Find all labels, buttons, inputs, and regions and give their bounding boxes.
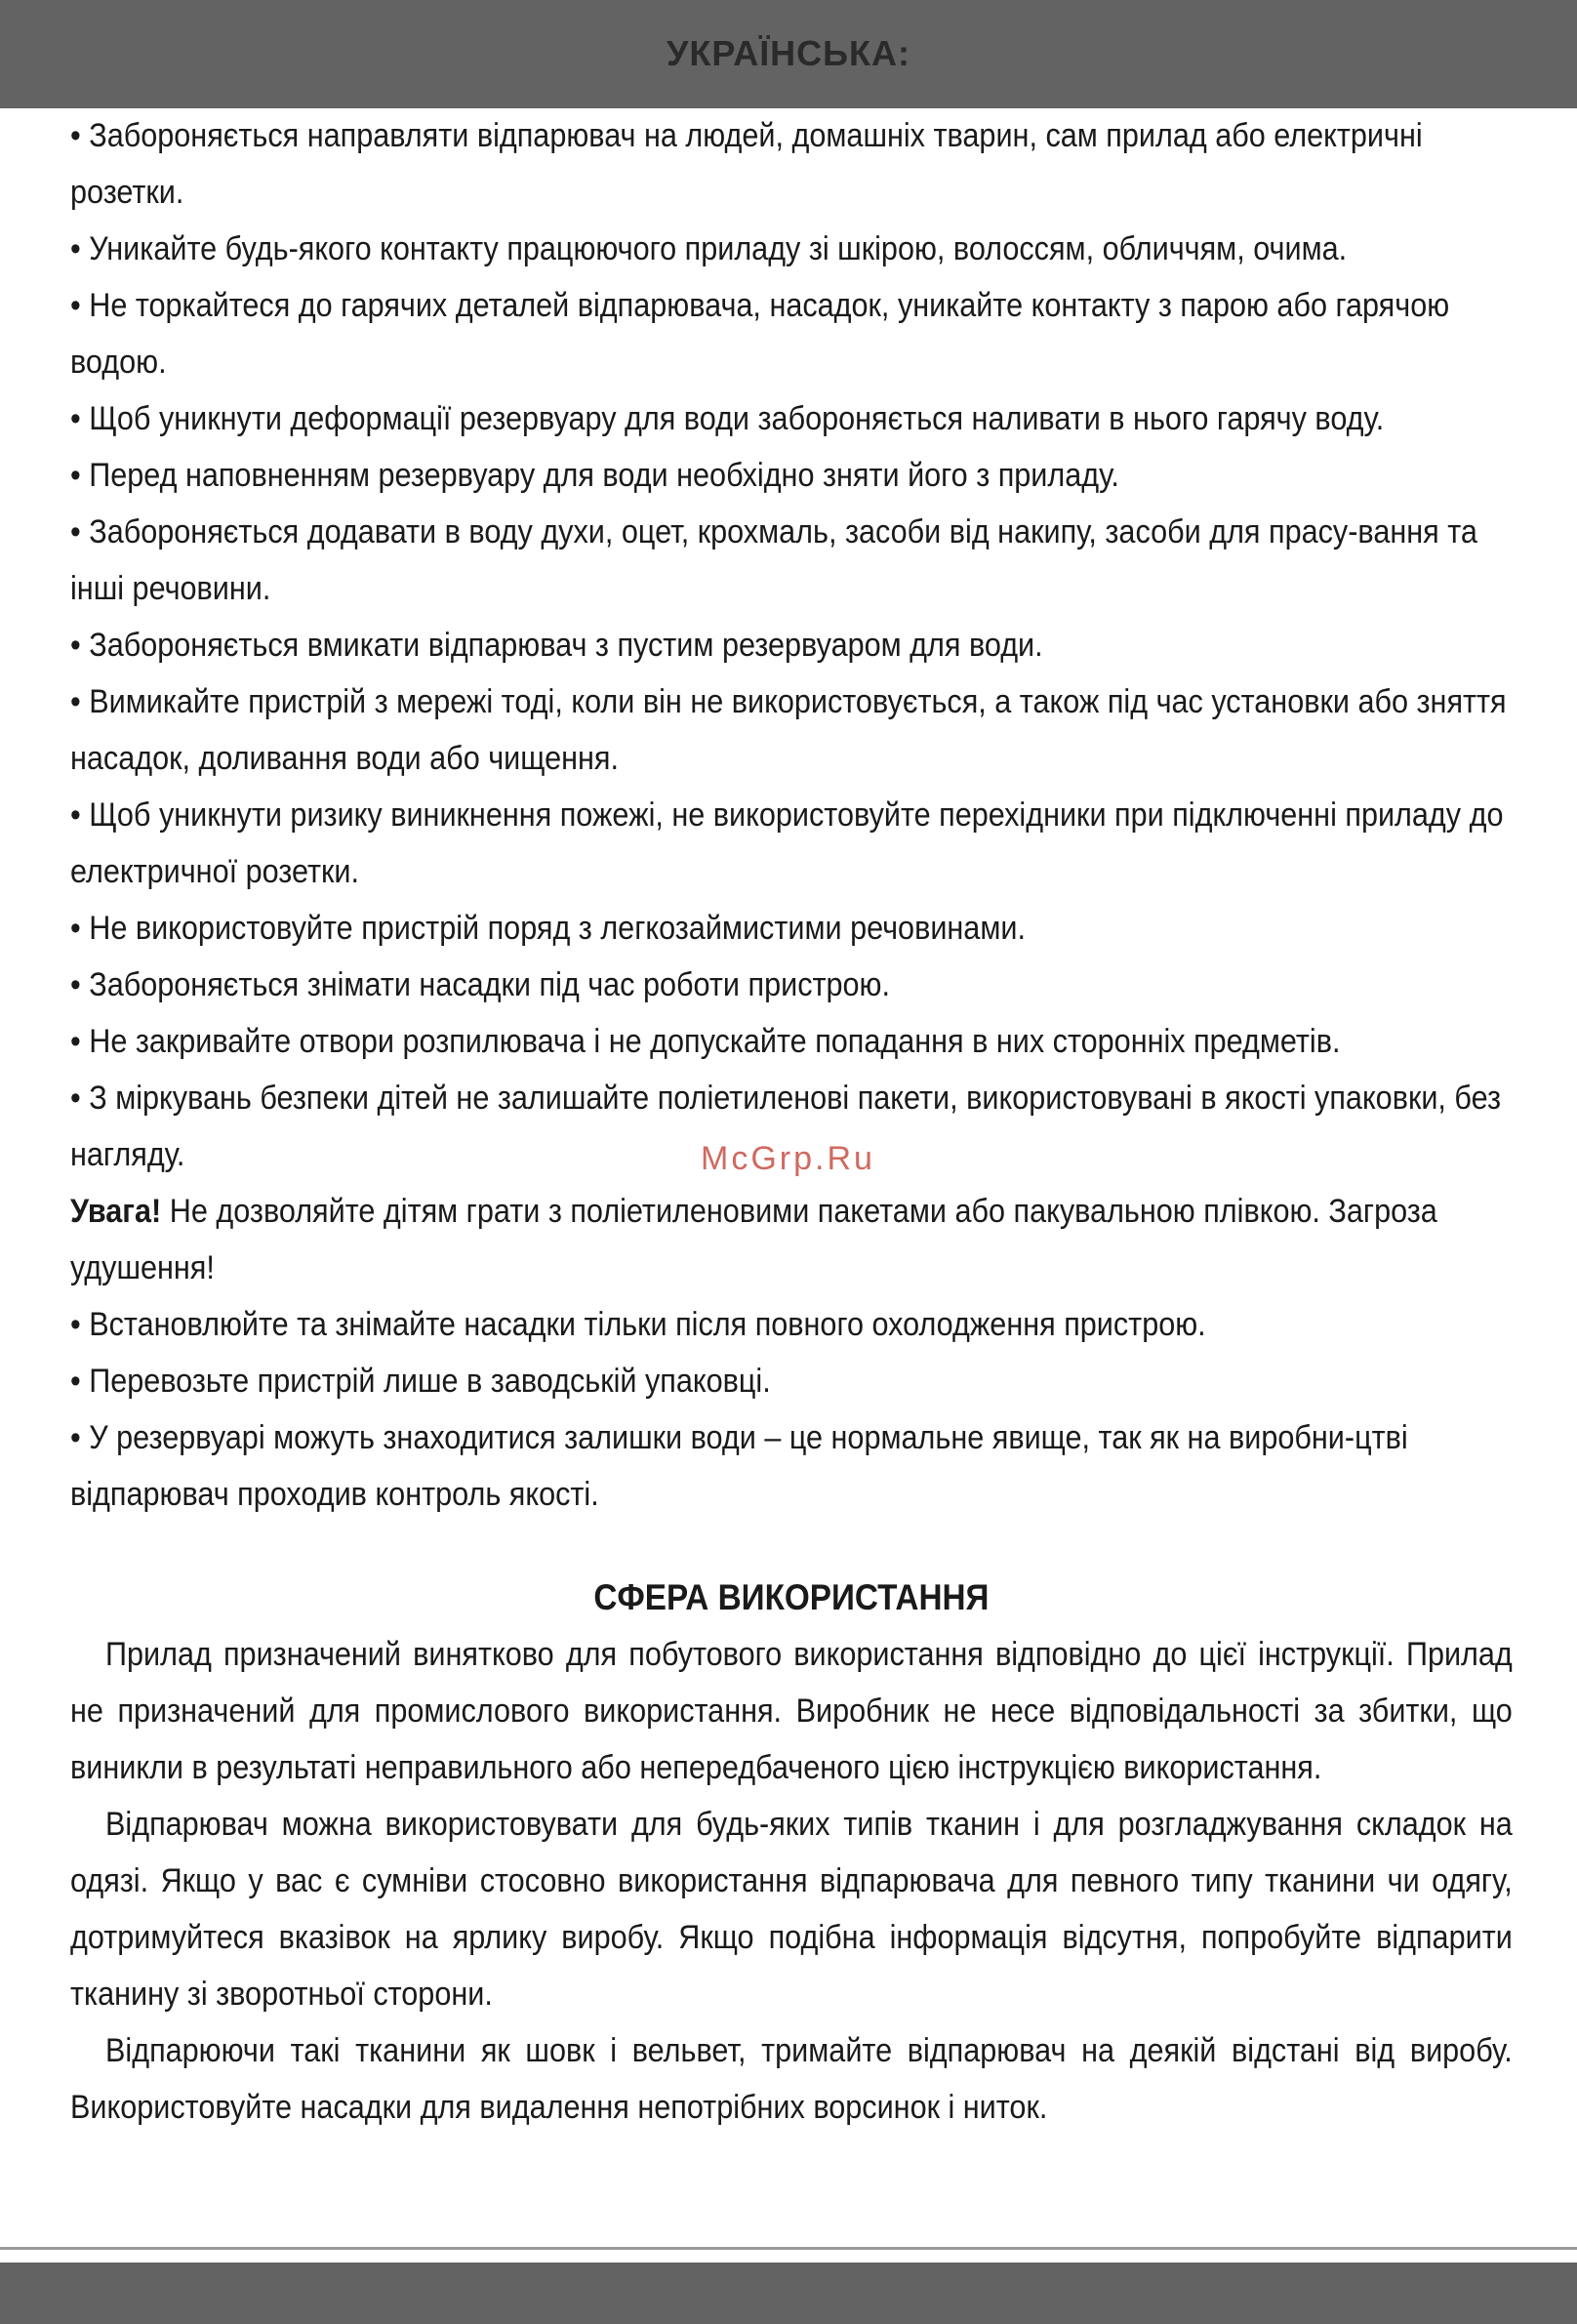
safety-item: • Уникайте будь-якого контакту працюючого приладу зі шкірою, волоссям, обличчям, очима.: [70, 230, 1348, 267]
safety-item: • Забороняється додавати в воду духи, оцет, крохмаль, засоби від накипу, засоби для прасу-вання та інші речовини.: [70, 513, 1477, 607]
safety-item: • З міркувань безпеки дітей не залишайте поліетиленові пакети, використовувані в якості упаковки, без нагляду.: [70, 1080, 1502, 1173]
safety-item: • У резервуарі можуть знаходитися залишки води – це нормальне явище, так як на виробни-цтві відпарювач проходив контроль якості.: [70, 1419, 1408, 1513]
safety-item: • Перед наповненням резервуару для води необхідно зняти його з приладу.: [70, 457, 1119, 494]
section-paragraph: Відпарюючи такі тканини як шовк і вельвет, тримайте відпарювач на деякій відстані від виробу. Використовуйте насадки для видалення непотрібних ворсинок і ниток.: [70, 2032, 1513, 2126]
safety-item: • Вимикайте пристрій з мережі тоді, коли він не використовується, а також під час установки або зняття насадок, доливання води або чищення.: [70, 683, 1507, 777]
section-paragraph: Прилад призначений винятково для побутового використання відповідно до цієї інструкції. Прилад не призначений для промислового використання. Виробник не несе відповідальності за збитки, що виникли в результаті неправильного або непередбаченого цією інструкцією використання.: [70, 1636, 1513, 1786]
safety-item: • Забороняється вмикати відпарювач з пустим резервуаром для води.: [70, 627, 1043, 664]
footer-divider: [0, 2247, 1577, 2250]
safety-item: • Не використовуйте пристрій поряд з легкозаймистими речовинами.: [70, 910, 1026, 947]
safety-item: • Перевозьте пристрій лише в заводській упаковці.: [70, 1363, 771, 1400]
warning-text: Не дозволяйте дітям грати з поліетиленовими пакетами або пакувальною плівкою. Загроза удушення!: [70, 1193, 1437, 1286]
safety-item: • Не закривайте отвори розпилювача і не допускайте попадання в них сторонніх предметів.: [70, 1023, 1341, 1060]
safety-item: • Щоб уникнути деформації резервуару для води забороняється наливати в нього гарячу воду.: [70, 400, 1385, 437]
safety-item: • Забороняється знімати насадки під час роботи пристрою.: [70, 966, 890, 1003]
instructions-content: [70, 107, 1513, 2136]
section-title: СФЕРА ВИКОРИСТАННЯ: [593, 1577, 990, 1617]
section-paragraph: Відпарювач можна використовувати для будь-яких типів тканин і для розгладжування складок на одязі. Якщо у вас є сумніви стосовно використання відпарювача для певного типу тканини чи одягу, дотримуйтеся вказівок на ярлику виробу. Якщо подібна інформація відсутня, попробуйте відпарити тканину зі зворотньої сторони.: [70, 1806, 1513, 2013]
warning-note: [70, 1183, 1513, 1296]
warning-label: Увага!: [70, 1193, 162, 1230]
safety-item: • Встановлюйте та знімайте насадки тільки після повного охолодження пристрою.: [70, 1306, 1206, 1343]
footer-bar: [0, 2263, 1577, 2324]
safety-item: • Не торкайтеся до гарячих деталей відпарювача, насадок, уникайте контакту з парою або гарячою водою.: [70, 287, 1450, 381]
safety-item: • Щоб уникнути ризику виникнення пожежі, не використовуйте перехідники при підключенні приладу до електричної розетки.: [70, 796, 1504, 890]
watermark: McGrp.Ru: [701, 1140, 875, 1177]
safety-item: • Забороняється направляти відпарювач на людей, домашніх тварин, сам прилад або електричні розетки.: [70, 117, 1423, 211]
page-language-title: УКРАЇНСЬКА:: [667, 33, 910, 73]
